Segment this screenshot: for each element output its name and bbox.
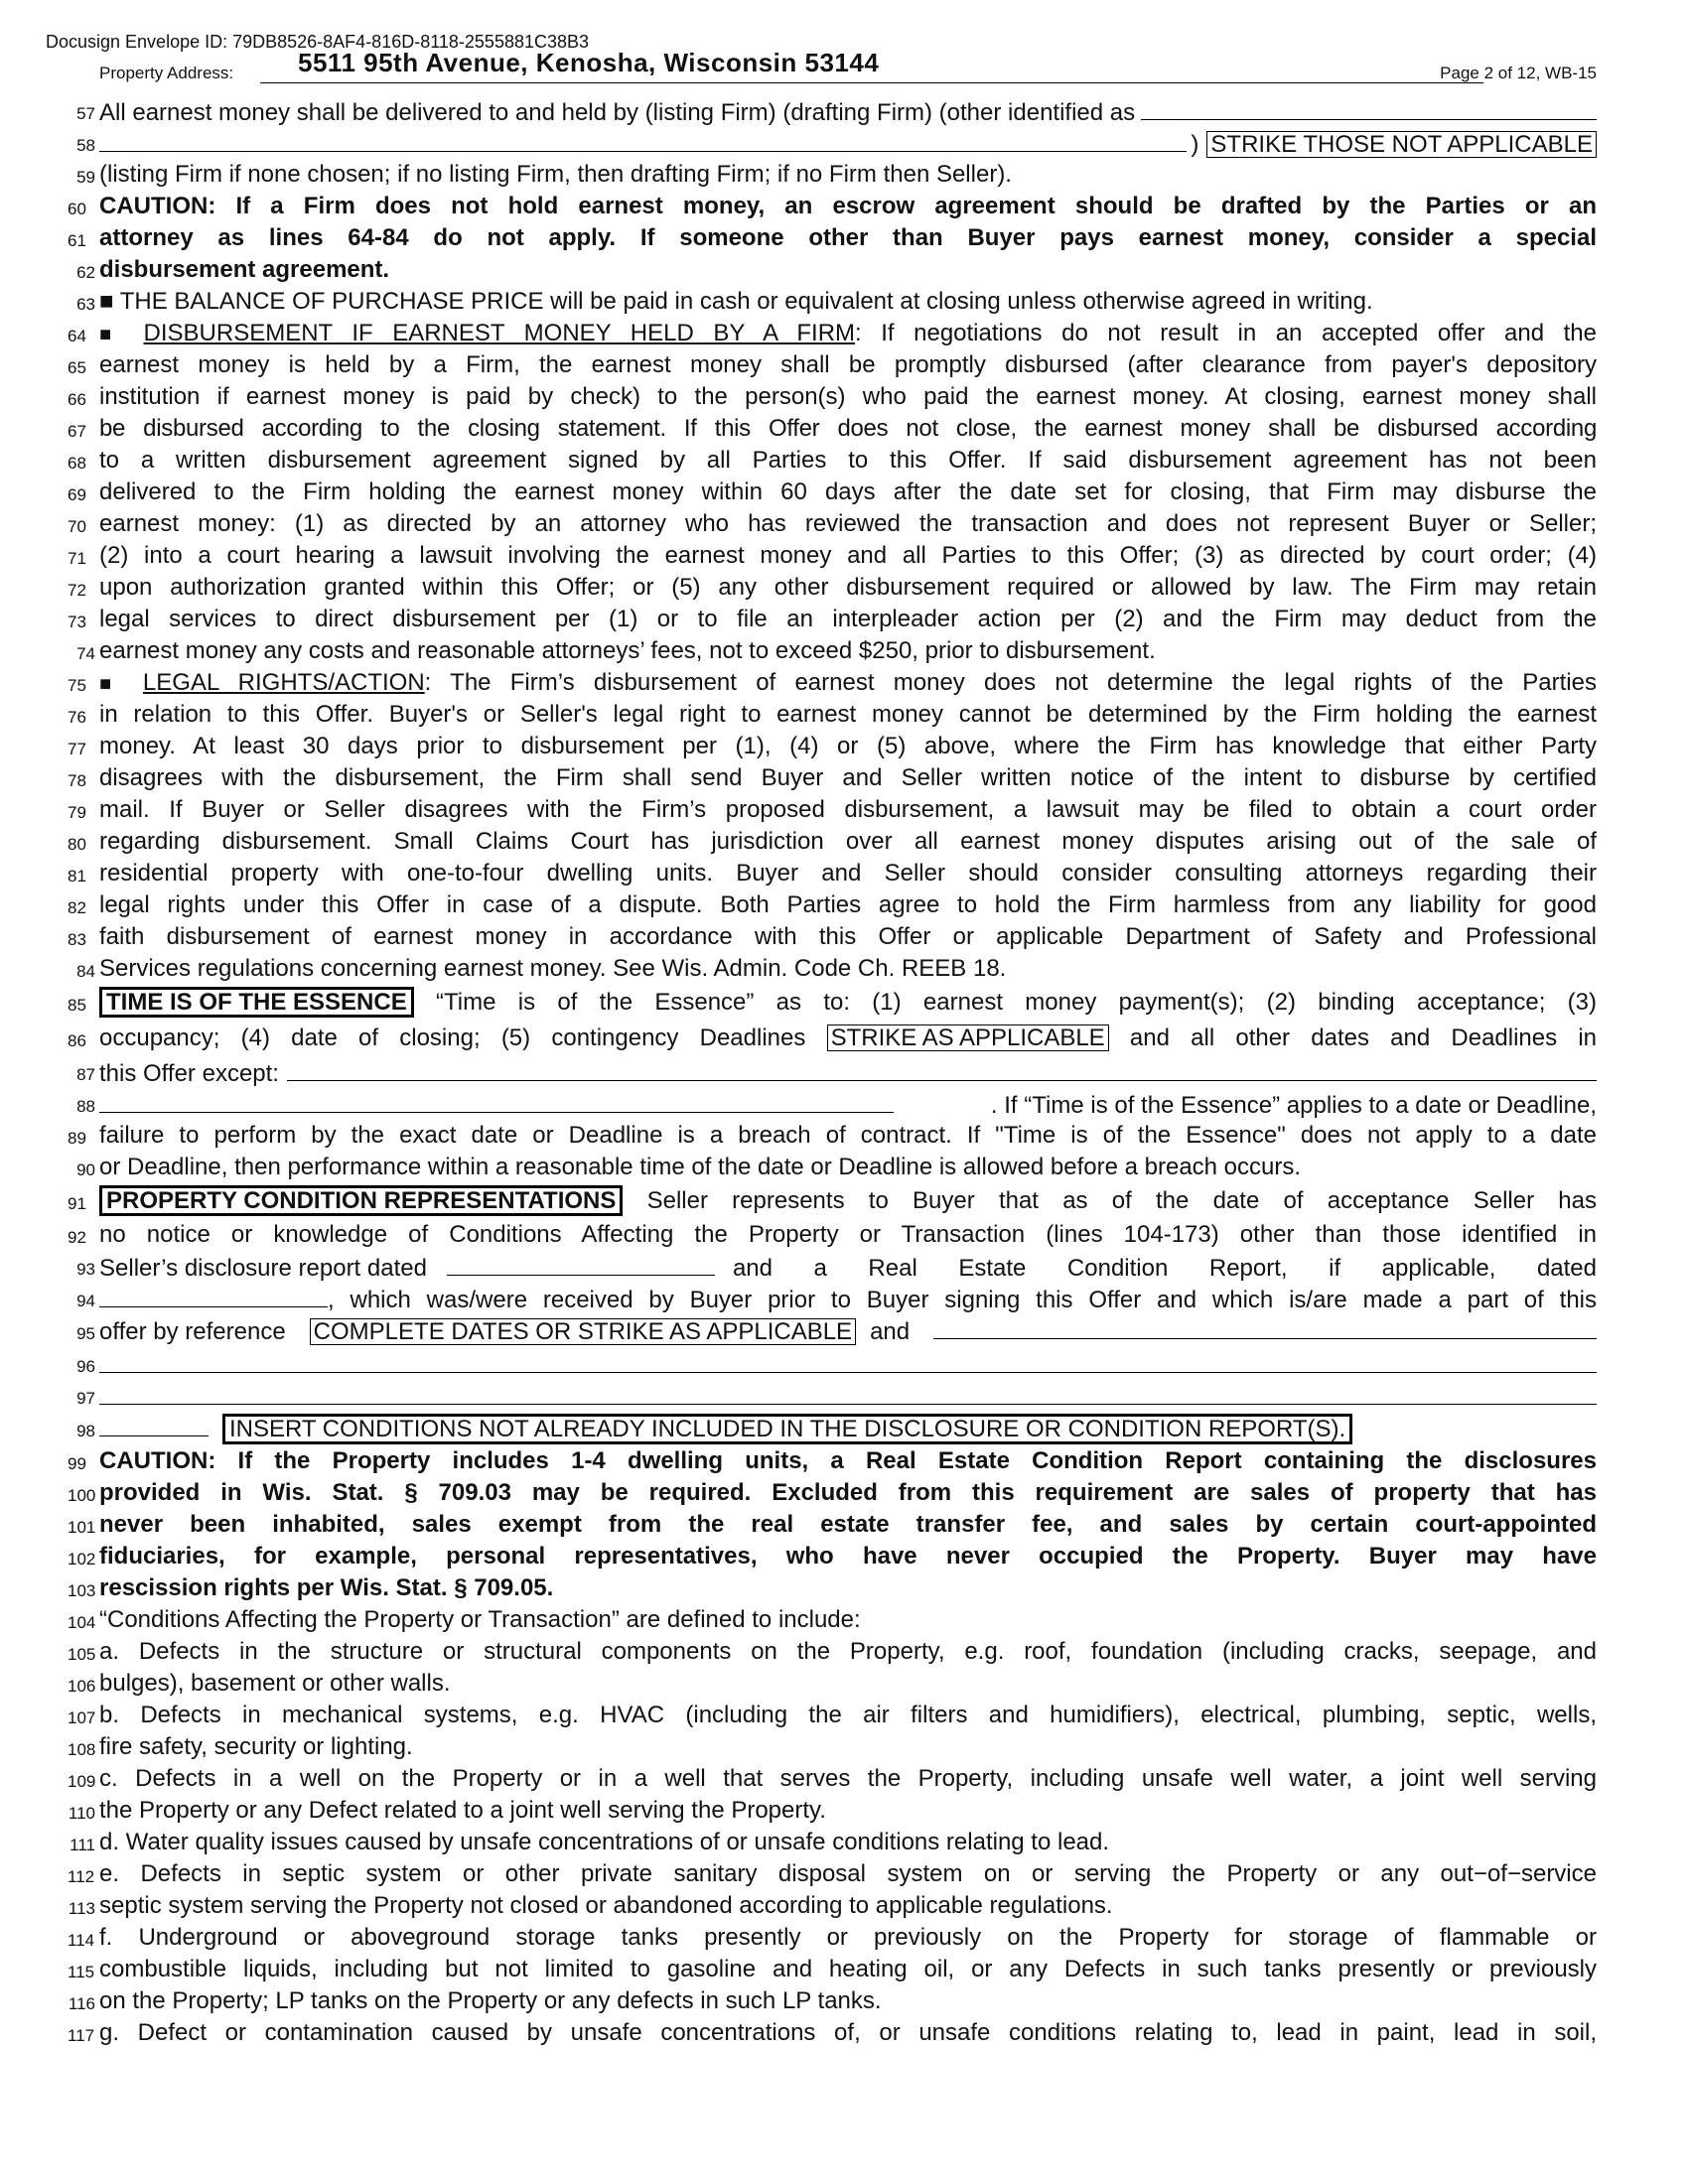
line-71: 71 (2) into a court hearing a lawsuit involving the earnest money and all Parties to this Offer; (3) as directed by court order; (4) bbox=[68, 542, 1597, 569]
line-70: 70 earnest money: (1) as directed by an attorney who has reviewed the transaction and does not represent Buyer or Seller; bbox=[68, 510, 1597, 537]
envelope-id: Docusign Envelope ID: 79DB8526-8AF4-816D-8118-2555881C38B3 bbox=[46, 32, 590, 52]
line-97: 97 bbox=[99, 1380, 1597, 1412]
line-85: 85 TIME IS OF THE ESSENCE “Time is of the Essence” as to: (1) earnest money payment(s); (2) binding acceptance; (3) bbox=[68, 989, 1597, 1016]
line-81: 81 residential property with one-to-four dwelling units. Buyer and Seller should consider consulting attorneys regarding their bbox=[68, 860, 1597, 887]
blank-field[interactable] bbox=[99, 127, 1187, 152]
blank-field[interactable] bbox=[99, 1088, 894, 1113]
line-77: 77 money. At least 30 days prior to disbursement per (1), (4) or (5) above, where the Firm has knowledge that either Party bbox=[68, 733, 1597, 759]
document-body bbox=[68, 95, 1598, 2049]
address-line bbox=[260, 82, 1483, 83]
line-78: 78 disagrees with the disbursement, the Firm shall send Buyer and Seller written notice of the intent to disburse by certified bbox=[68, 764, 1597, 791]
line-111: 111 d. Water quality issues caused by unsafe concentrations of or unsafe conditions relating to lead. bbox=[70, 1829, 1110, 1855]
line-113: 113 septic system serving the Property not closed or abandoned according to applicable regulations. bbox=[68, 1892, 1113, 1919]
line-62: 62 disbursement agreement. bbox=[76, 256, 390, 283]
bullet-square: ■ bbox=[99, 324, 124, 345]
instruction-box: INSERT CONDITIONS NOT ALREADY INCLUDED IN THE DISCLOSURE OR CONDITION REPORT(S). bbox=[222, 1414, 1352, 1444]
date-field[interactable] bbox=[99, 1283, 328, 1307]
blank-field[interactable] bbox=[99, 1412, 209, 1436]
line-58: 58 ) STRIKE THOSE NOT APPLICABLE bbox=[99, 127, 1597, 159]
line-82: 82 legal rights under this Offer in case of a dispute. Both Parties agree to hold the Firm harmless from any liability for good bbox=[68, 891, 1597, 918]
line-114: 114 f. Underground or aboveground storage tanks presently or previously on the Property for storage of flammable or bbox=[68, 1924, 1597, 1951]
blank-field[interactable] bbox=[1141, 95, 1597, 120]
line-84: 84 Services regulations concerning earnest money. See Wis. Admin. Code Ch. REEB 18. bbox=[76, 955, 1007, 982]
line-72: 72 upon authorization granted within this Offer; or (5) any other disbursement required or allowed by law. The Firm may retain bbox=[68, 574, 1597, 601]
line-64: 64 ■ DISBURSEMENT IF EARNEST MONEY HELD BY A FIRM: If negotiations do not result in an accepted offer and the bbox=[68, 320, 1597, 346]
line-83: 83 faith disbursement of earnest money in accordance with this Offer or applicable Department of Safety and Professional bbox=[68, 923, 1597, 950]
strike-box: COMPLETE DATES OR STRIKE AS APPLICABLE bbox=[310, 1318, 856, 1345]
section-title-box: PROPERTY CONDITION REPRESENTATIONS bbox=[99, 1185, 623, 1216]
line-69: 69 delivered to the Firm holding the earnest money within 60 days after the date set for closing, that Firm may disburse the bbox=[68, 478, 1597, 505]
strike-box: STRIKE AS APPLICABLE bbox=[827, 1024, 1109, 1051]
line-102: 102 fiduciaries, for example, personal representatives, who have never occupied the Property. Buyer may have bbox=[68, 1543, 1597, 1570]
line-109: 109 c. Defects in a well on the Property or in a well that serves the Property, including unsafe well water, a joint well serving bbox=[68, 1765, 1597, 1792]
line-105: 105 a. Defects in the structure or structural components on the Property, e.g. roof, foundation (including cracks, seepage, and bbox=[68, 1638, 1597, 1665]
line-79: 79 mail. If Buyer or Seller disagrees with the Firm’s proposed disbursement, a lawsuit may be filed to obtain a court order bbox=[68, 796, 1597, 823]
line-96: 96 bbox=[99, 1348, 1597, 1380]
line-116: 116 on the Property; LP tanks on the Property or any defects in such LP tanks. bbox=[68, 1987, 882, 2014]
blank-field[interactable] bbox=[287, 1056, 1597, 1081]
line-101: 101 never been inhabited, sales exempt from the real estate transfer fee, and sales by certain court-appointed bbox=[68, 1511, 1597, 1538]
line-103: 103 rescission rights per Wis. Stat. § 709.05. bbox=[68, 1574, 554, 1601]
line-110: 110 the Property or any Defect related to a joint well serving the Property. bbox=[68, 1797, 826, 1824]
address-value: 5511 95th Avenue, Kenosha, Wisconsin 53144 bbox=[298, 48, 880, 77]
line-74: 74 earnest money any costs and reasonable attorneys’ fees, not to exceed $250, prior to disbursement. bbox=[76, 637, 1156, 664]
line-104: 104 “Conditions Affecting the Property or Transaction” are defined to include: bbox=[68, 1606, 861, 1633]
line-115: 115 combustible liquids, including but not limited to gasoline and heating oil, or any Defects in such tanks presently or previously bbox=[68, 1956, 1597, 1982]
line-68: 68 to a written disbursement agreement signed by all Parties to this Offer. If said disbursement agreement has not been bbox=[68, 447, 1597, 474]
section-title-box: TIME IS OF THE ESSENCE bbox=[99, 987, 414, 1018]
line-61: 61 attorney as lines 64-84 do not apply. If someone other than Buyer pays earnest money, consider a special bbox=[68, 224, 1597, 251]
date-field[interactable] bbox=[447, 1251, 715, 1276]
blank-field[interactable] bbox=[99, 1380, 1597, 1405]
line-108: 108 fire safety, security or lighting. bbox=[68, 1733, 413, 1760]
blank-field[interactable] bbox=[99, 1348, 1597, 1373]
line-76: 76 in relation to this Offer. Buyer's or Seller's legal right to earnest money cannot be determined by the Firm holding the earnest bbox=[68, 701, 1597, 728]
line-60: 60 CAUTION: If a Firm does not hold earnest money, an escrow agreement should be drafted by the Parties or an bbox=[68, 193, 1597, 219]
line-63: 63 ■ THE BALANCE OF PURCHASE PRICE will be paid in cash or equivalent at closing unless otherwise agreed in writing. bbox=[76, 288, 1373, 315]
line-66: 66 institution if earnest money is paid by check) to the person(s) who paid the earnest money. At closing, earnest money shall bbox=[68, 383, 1597, 410]
address-label: Property Address: bbox=[99, 64, 234, 82]
line-75: 75 ■ LEGAL RIGHTS/ACTION: The Firm’s disbursement of earnest money does not determine the legal rights of the Parties bbox=[68, 669, 1597, 696]
line-100: 100 provided in Wis. Stat. § 709.03 may be required. Excluded from this requirement are sales of property that has bbox=[68, 1479, 1597, 1506]
line-117: 117 g. Defect or contamination caused by unsafe concentrations of, or unsafe conditions relating to, lead in paint, lead in soil, bbox=[68, 2019, 1597, 2046]
line-112: 112 e. Defects in septic system or other private sanitary disposal system on or serving the Property or any out−of−service bbox=[68, 1860, 1597, 1887]
page-number: Page 2 of 12, WB-15 bbox=[1440, 64, 1597, 82]
line-99: 99 CAUTION: If the Property includes 1-4 dwelling units, a Real Estate Condition Report containing the disclosures bbox=[68, 1447, 1597, 1474]
line-67: 67 be disbursed according to the closing statement. If this Offer does not close, the earnest money shall be disbursed according bbox=[68, 415, 1597, 442]
line-93: 93 Seller’s disclosure report dated and a Real Estate Condition Report, if applicable, dated bbox=[99, 1251, 1597, 1283]
line-73: 73 legal services to direct disbursement per (1) or to file an interpleader action per (2) and the Firm may deduct from the bbox=[68, 606, 1597, 632]
line-57: 57 All earnest money shall be delivered to and held by (listing Firm) (drafting Firm) (other identified as bbox=[99, 95, 1597, 127]
line-59: 59 (listing Firm if none chosen; if no listing Firm, then drafting Firm; if no Firm then Seller). bbox=[76, 161, 1012, 188]
line-80: 80 regarding disbursement. Small Claims Court has jurisdiction over all earnest money disputes arising out of the sale of bbox=[68, 828, 1597, 855]
page-header bbox=[99, 50, 1597, 85]
line-91: 91 PROPERTY CONDITION REPRESENTATIONS Seller represents to Buyer that as of the date of acceptance Seller has bbox=[68, 1187, 1597, 1214]
line-98: 98 INSERT CONDITIONS NOT ALREADY INCLUDED IN THE DISCLOSURE OR CONDITION REPORT(S). bbox=[99, 1412, 1597, 1445]
line-107: 107 b. Defects in mechanical systems, e.g. HVAC (including the air filters and humidifiers), electrical, plumbing, septic, wells, bbox=[68, 1702, 1597, 1728]
line-106: 106 bulges), basement or other walls. bbox=[68, 1670, 451, 1697]
line-92: 92 no notice or knowledge of Conditions Affecting the Property or Transaction (lines 104-173) other than those identified in bbox=[68, 1221, 1597, 1248]
line-95: 95 offer by reference COMPLETE DATES OR STRIKE AS APPLICABLE and bbox=[99, 1314, 1597, 1348]
line-86: 86 occupancy; (4) date of closing; (5) contingency Deadlines STRIKE AS APPLICABLE and all other dates and Deadlines in bbox=[68, 1024, 1598, 1051]
line-94: 94 , which was/were received by Buyer prior to Buyer signing this Offer and which is/are made a part of this bbox=[99, 1283, 1597, 1314]
blank-field[interactable] bbox=[933, 1314, 1597, 1339]
bullet-square: ■ bbox=[99, 673, 124, 695]
line-87: 87 this Offer except: bbox=[99, 1056, 1597, 1088]
line-90: 90 or Deadline, then performance within a reasonable time of the date or Deadline is allowed before a breach occurs. bbox=[76, 1154, 1302, 1180]
line-88: 88 . If “Time is of the Essence” applies to a date or Deadline, bbox=[99, 1088, 1597, 1120]
line-89: 89 failure to perform by the exact date or Deadline is a breach of contract. If "Time is of the Essence" does not apply to a date bbox=[68, 1122, 1597, 1149]
strike-box: STRIKE THOSE NOT APPLICABLE bbox=[1206, 131, 1597, 158]
line-65: 65 earnest money is held by a Firm, the earnest money shall be promptly disbursed (after clearance from payer's depository bbox=[68, 351, 1597, 378]
